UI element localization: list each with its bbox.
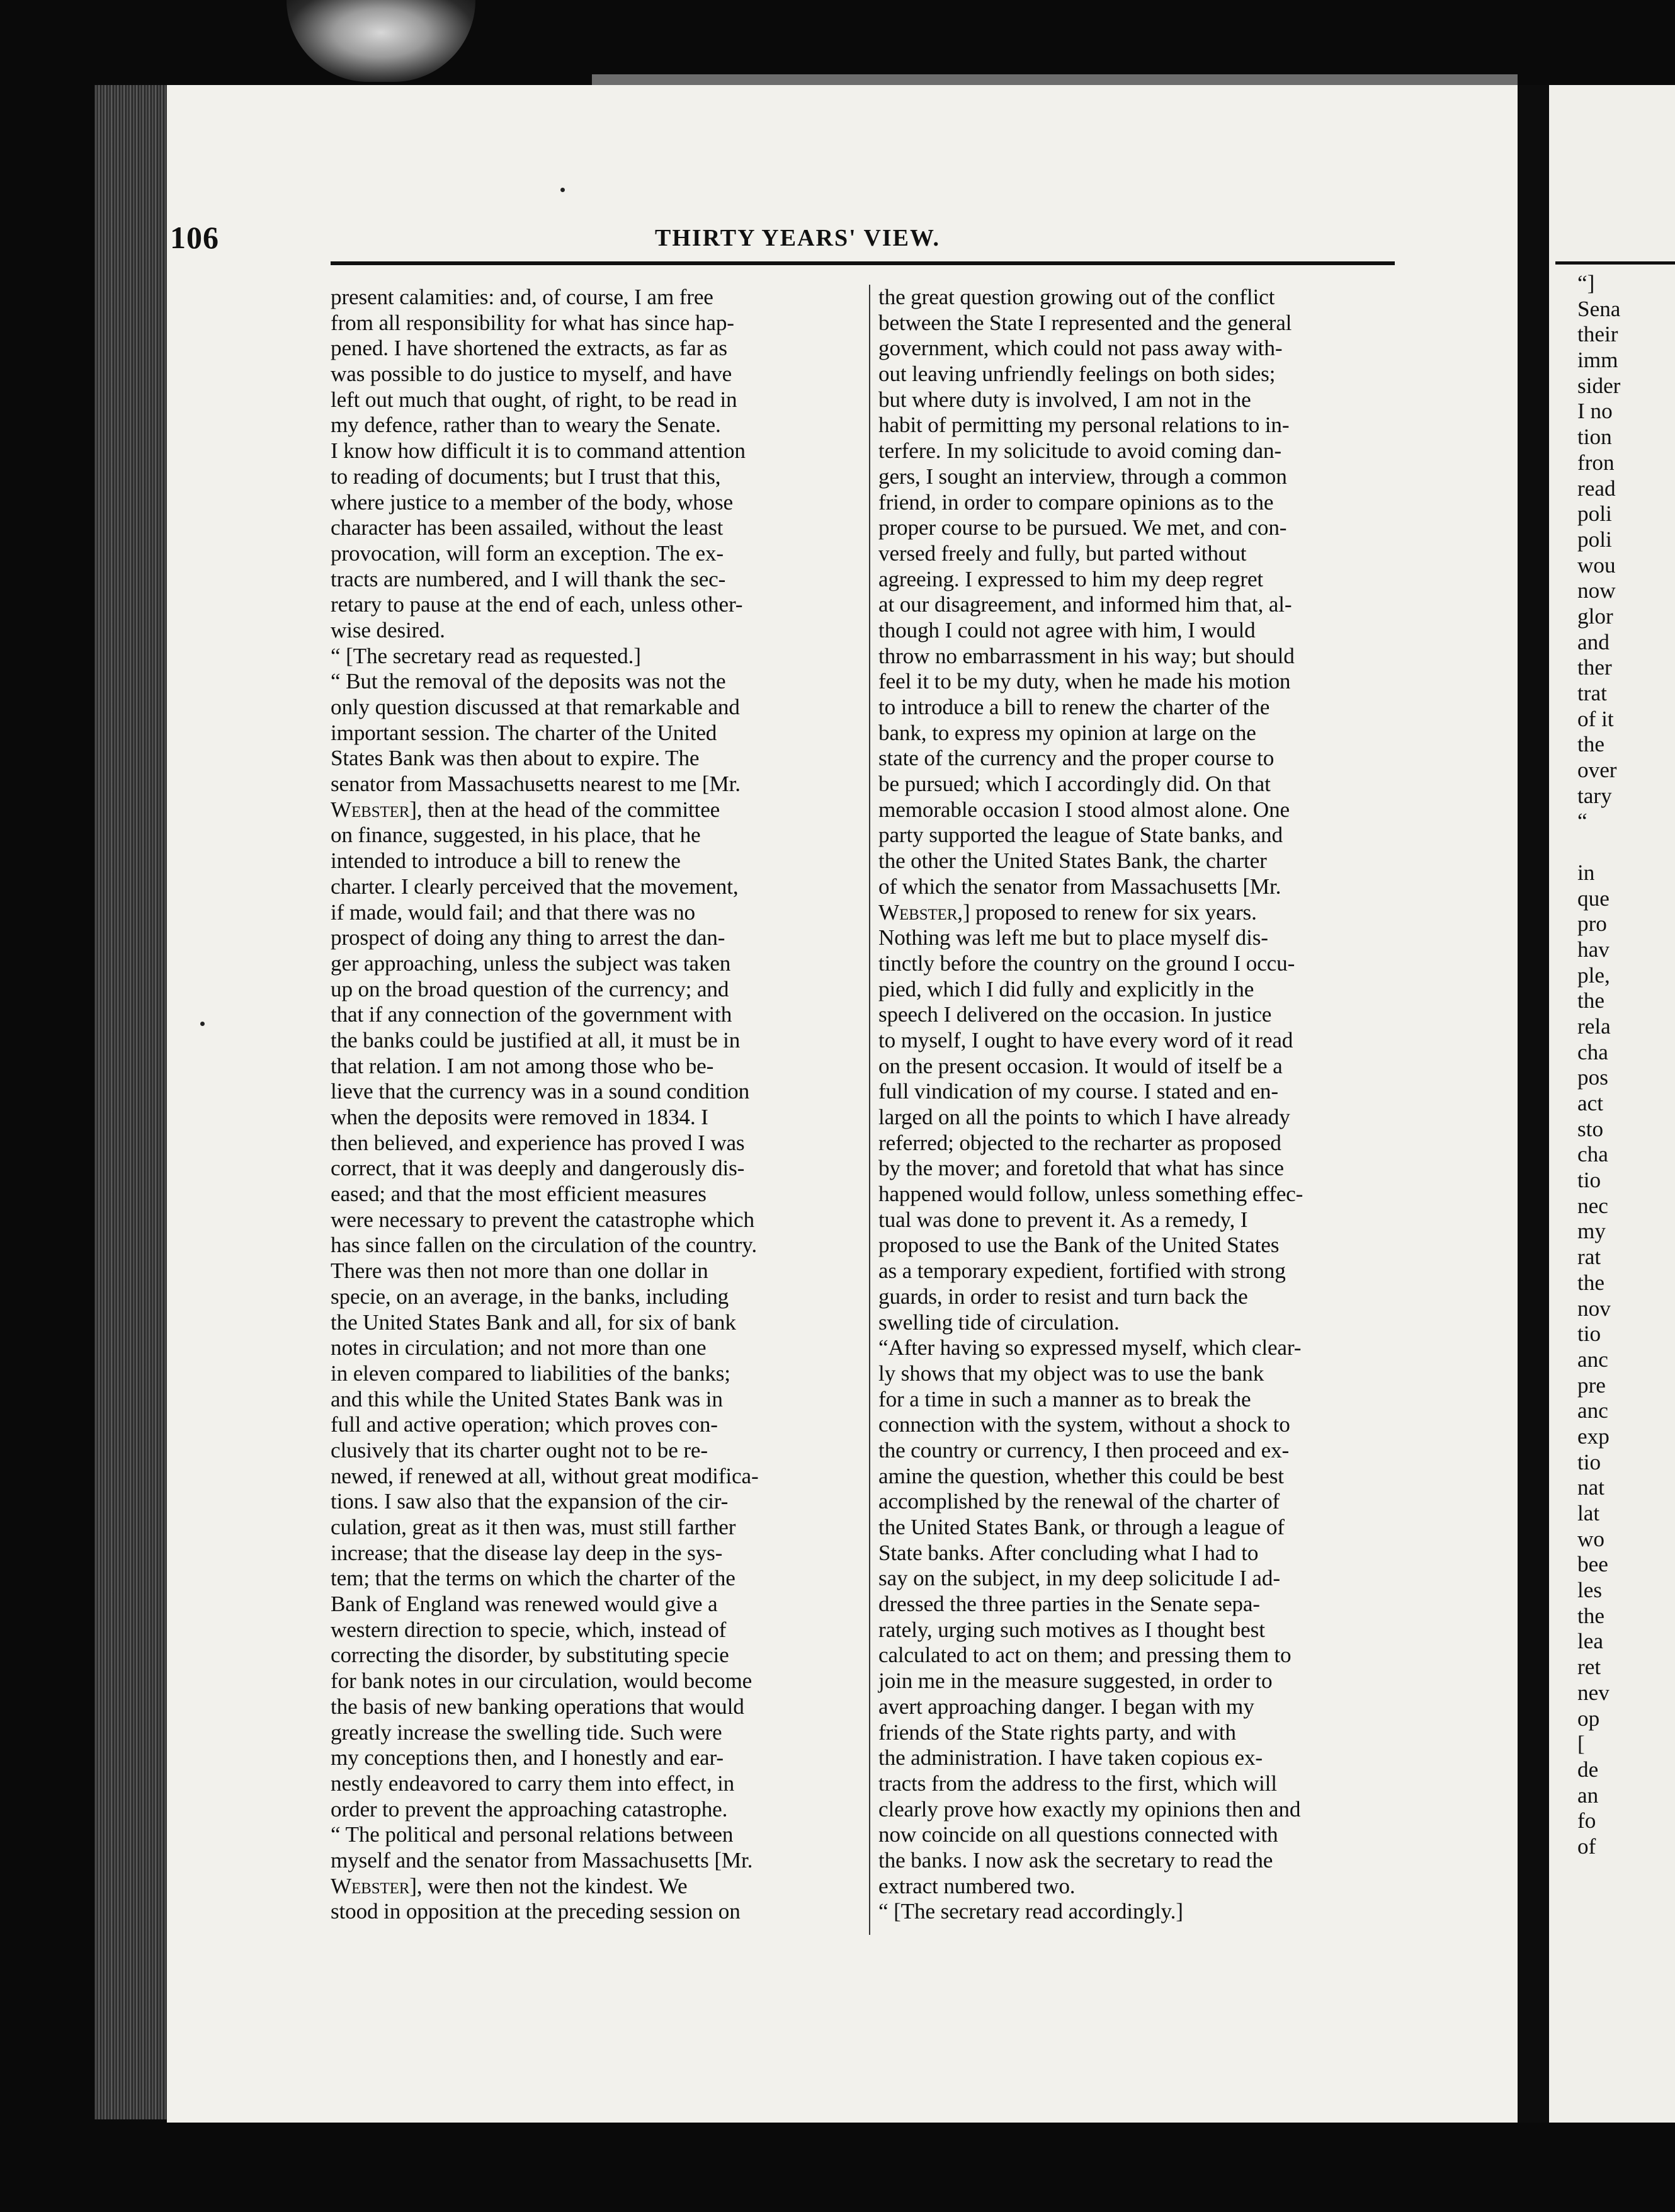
text-line: from all responsibility for what has since hap- <box>331 310 734 335</box>
text-line: tual was done to prevent it. As a remedy, I <box>878 1207 1248 1232</box>
text-line: the basis of new banking operations that would <box>331 1694 744 1719</box>
text-line: the administration. I have taken copious ex- <box>878 1745 1263 1770</box>
text-line: in eleven compared to liabilities of the banks; <box>331 1360 730 1386</box>
text-line <box>331 1874 878 1900</box>
text-segment: ], were then not the kindest. We <box>409 1873 688 1898</box>
text-line: feel it to be my duty, when he made his motion <box>878 669 1291 694</box>
text-line: calculated to act on them; and pressing them to <box>878 1643 1292 1668</box>
adjacent-page-fragment: in <box>1577 860 1595 885</box>
adjacent-page-fragment: now <box>1577 578 1616 603</box>
text-line: full vindication of my course. I stated and en- <box>878 1079 1278 1104</box>
text-line: was possible to do justice to myself, and have <box>331 362 732 387</box>
text-line: lieve that the currency was in a sound condition <box>331 1079 750 1104</box>
text-line: agreeing. I expressed to him my deep regret <box>878 566 1264 591</box>
text-line: by the mover; and foretold that what has since <box>878 1156 1284 1181</box>
adjacent-page-fragment: tary <box>1577 783 1612 808</box>
text-line: newed, if renewed at all, without great modifica- <box>331 1463 759 1488</box>
adjacent-page-fragment: op <box>1577 1706 1600 1731</box>
text-line: I know how difficult it is to command attention <box>331 438 746 464</box>
text-line: tions. I saw also that the expansion of the cir- <box>331 1489 729 1514</box>
text-line: bank, to express my opinion at large on the <box>878 720 1256 745</box>
adjacent-page-fragment: and <box>1577 629 1610 654</box>
adjacent-page-fragment: rela <box>1577 1013 1611 1039</box>
text-line: if made, would fail; and that there was no <box>331 899 696 925</box>
adjacent-page-fragment: nec <box>1577 1193 1608 1218</box>
text-line: memorable occasion I stood almost alone. One <box>878 797 1290 822</box>
adjacent-page-fragment: fron <box>1577 450 1615 475</box>
text-line <box>878 900 1426 926</box>
text-line: tracts from the address to the first, which will <box>878 1770 1277 1796</box>
text-line: the country or currency, I then proceed and ex- <box>878 1437 1290 1462</box>
text-line: terfere. In my solicitude to avoid coming dan- <box>878 438 1281 464</box>
text-line: western direction to specie, which, instead of <box>331 1617 727 1642</box>
text-line: be pursued; which I accordingly did. On that <box>878 772 1271 797</box>
text-line: “After having so expressed myself, which clear- <box>878 1335 1302 1360</box>
adjacent-page-fragment: tio <box>1577 1449 1601 1474</box>
text-line: amine the question, whether this could be best <box>878 1463 1284 1488</box>
text-line: intended to introduce a bill to renew the <box>331 848 681 874</box>
text-line: on finance, suggested, in his place, that he <box>331 823 701 848</box>
adjacent-page-fragment: over <box>1577 758 1617 783</box>
text-line: habit of permitting my personal relations to in- <box>878 413 1290 438</box>
text-line: my defence, rather than to weary the Senate. <box>331 413 721 438</box>
text-line: though I could not agree with him, I would <box>878 617 1256 642</box>
adjacent-page-rule <box>1555 261 1675 265</box>
adjacent-page-fragment: of it <box>1577 706 1614 731</box>
left-text-column <box>331 285 878 1925</box>
text-line: rately, urging such motives as I thought best <box>878 1617 1265 1642</box>
text-line: were necessary to prevent the catastrophe which <box>331 1207 754 1232</box>
text-line: out leaving unfriendly feelings on both sides; <box>878 362 1276 387</box>
adjacent-page-fragment: the <box>1577 732 1604 757</box>
adjacent-page-fragment: nev <box>1577 1680 1610 1705</box>
adjacent-page-fragment: wou <box>1577 552 1616 578</box>
adjacent-page-fragment: rat <box>1577 1245 1601 1270</box>
text-line: where justice to a member of the body, whose <box>331 489 733 515</box>
text-line: the banks. I now ask the secretary to read the <box>878 1847 1273 1873</box>
adjacent-page-fragment: glor <box>1577 603 1613 629</box>
adjacent-page-fragment: wo <box>1577 1526 1605 1551</box>
text-line: Bank of England was renewed would give a <box>331 1592 718 1617</box>
adjacent-page-fragment: the <box>1577 1270 1604 1295</box>
adjacent-page-fragment: the <box>1577 1603 1604 1628</box>
text-line: say on the subject, in my deep solicitude I ad- <box>878 1566 1280 1591</box>
text-line: culation, great as it then was, must still farther <box>331 1515 736 1539</box>
adjacent-page-fragment: I no <box>1577 399 1613 424</box>
text-line: then believed, and experience has proved I was <box>331 1130 745 1155</box>
text-line: clearly prove how exactly my opinions then and <box>878 1796 1301 1821</box>
text-line: state of the currency and the proper course to <box>878 746 1275 771</box>
adjacent-page-fragment: imm <box>1577 348 1618 373</box>
small-caps-name: Webster <box>331 797 410 822</box>
text-line: provocation, will form an exception. The ex- <box>331 540 724 566</box>
text-line: prospect of doing any thing to arrest the dan- <box>331 925 725 950</box>
text-line: only question discussed at that remarkable and <box>331 695 740 719</box>
text-line: tracts are numbered, and I will thank the sec- <box>331 566 726 591</box>
adjacent-page-fragment: sider <box>1577 373 1621 398</box>
text-line: “ The political and personal relations between <box>331 1822 734 1847</box>
text-line: gers, I sought an interview, through a common <box>878 464 1287 489</box>
text-line <box>331 797 878 823</box>
adjacent-page-fragment <box>1577 835 1620 860</box>
text-line: State banks. After concluding what I had to <box>878 1540 1259 1565</box>
adjacent-page-fragment: pro <box>1577 911 1607 937</box>
text-line: my conceptions then, and I honestly and ear- <box>331 1745 724 1770</box>
book-gutter <box>1518 85 1549 2123</box>
adjacent-page-fragment: tio <box>1577 1168 1601 1193</box>
text-line: government, which could not pass away with- <box>878 336 1283 361</box>
adjacent-page-fragment: [ <box>1577 1731 1585 1757</box>
text-line: larged on all the points to which I have already <box>878 1105 1290 1129</box>
text-line: important session. The charter of the United <box>331 720 717 745</box>
adjacent-page-fragment: poli <box>1577 527 1612 552</box>
text-line: of which the senator from Massachusetts [Mr. <box>878 874 1281 899</box>
text-line: join me in the measure suggested, in order to <box>878 1668 1273 1694</box>
text-line: connection with the system, without a shock to <box>878 1412 1290 1437</box>
text-line: retary to pause at the end of each, unless other- <box>331 592 743 617</box>
book-page-edges <box>94 85 167 2119</box>
text-line: “ [The secretary read as requested.] <box>331 643 641 668</box>
text-line: senator from Massachusetts nearest to me [Mr. <box>331 772 741 797</box>
header-rule <box>331 261 1395 265</box>
text-line: when the deposits were removed in 1834. I <box>331 1105 708 1129</box>
text-line: to reading of documents; but I trust that this, <box>331 464 721 489</box>
text-line: friends of the State rights party, and with <box>878 1719 1236 1745</box>
text-line: has since fallen on the circulation of the country. <box>331 1233 757 1258</box>
text-line: Nothing was left me but to place myself dis- <box>878 925 1268 950</box>
adjacent-page-fragment: de <box>1577 1757 1599 1782</box>
text-line: tinctly before the country on the ground I occu- <box>878 950 1295 976</box>
text-line: increase; that the disease lay deep in the sys- <box>331 1540 723 1565</box>
adjacent-page-text <box>1577 271 1620 1860</box>
text-line: pied, which I did fully and explicitly in the <box>878 976 1254 1001</box>
text-line: greatly increase the swelling tide. Such were <box>331 1719 722 1745</box>
text-line: proper course to be pursued. We met, and con- <box>878 515 1287 540</box>
text-line: “ But the removal of the deposits was not the <box>331 669 726 694</box>
text-line: dressed the three parties in the Senate sepa- <box>878 1592 1260 1617</box>
text-line: character has been assailed, without the least <box>331 515 724 540</box>
text-line: the other the United States Bank, the charter <box>878 848 1267 874</box>
text-line: ger approaching, unless the subject was taken <box>331 950 731 976</box>
adjacent-page-fragment: nat <box>1577 1475 1604 1500</box>
text-line: the great question growing out of the conflict <box>878 285 1275 309</box>
text-line: eased; and that the most efficient measures <box>331 1182 707 1207</box>
text-line: the United States Bank, or through a league of <box>878 1515 1285 1539</box>
adjacent-page-fragment: tion <box>1577 425 1612 450</box>
text-line: charter. I clearly perceived that the movement, <box>331 874 739 899</box>
small-caps-name: Webster <box>331 1873 410 1898</box>
text-line: as a temporary expedient, fortified with strong <box>878 1258 1286 1284</box>
text-line: extract numbered two. <box>878 1873 1076 1898</box>
adjacent-page-fragment: ret <box>1577 1655 1601 1680</box>
text-line: order to prevent the approaching catastrophe. <box>331 1796 728 1821</box>
text-line: There was then not more than one dollar in <box>331 1258 708 1284</box>
adjacent-page-fragment: “] <box>1577 271 1595 295</box>
text-line: that relation. I am not among those who be- <box>331 1053 714 1078</box>
text-line: left out much that ought, of right, to be read in <box>331 387 737 412</box>
text-line: the United States Bank and all, for six of bank <box>331 1309 736 1335</box>
adjacent-page-fragment: the <box>1577 988 1604 1013</box>
text-line: accomplished by the renewal of the charter of <box>878 1489 1280 1514</box>
text-line: speech I delivered on the occasion. In justice <box>878 1002 1272 1027</box>
text-line: swelling tide of circulation. <box>878 1309 1120 1335</box>
text-line: full and active operation; which proves con- <box>331 1412 718 1437</box>
adjacent-page-fragment: anc <box>1577 1398 1608 1423</box>
text-line: that if any connection of the government with <box>331 1002 732 1027</box>
right-text-column <box>878 285 1426 1925</box>
text-line: to introduce a bill to renew the charter of the <box>878 695 1270 719</box>
text-line: correcting the disorder, by substituting specie <box>331 1643 729 1668</box>
text-line: referred; objected to the recharter as proposed <box>878 1130 1281 1155</box>
text-line: nestly endeavored to carry them into effect, in <box>331 1770 735 1796</box>
adjacent-page-fragment: my <box>1577 1219 1606 1244</box>
text-line: up on the broad question of the currency; and <box>331 976 729 1001</box>
adjacent-page-fragment: les <box>1577 1578 1603 1603</box>
adjacent-page-fragment: lea <box>1577 1629 1604 1654</box>
small-caps-name: Webster <box>878 899 958 925</box>
text-line: for bank notes in our circulation, would become <box>331 1668 752 1694</box>
text-line: ly shows that my object was to use the bank <box>878 1360 1264 1386</box>
text-line: proposed to use the Bank of the United States <box>878 1233 1280 1258</box>
ink-speck <box>560 188 565 192</box>
text-line: but where duty is involved, I am not in the <box>878 387 1251 412</box>
adjacent-page-fragment: poli <box>1577 501 1612 527</box>
adjacent-page-fragment: act <box>1577 1091 1604 1115</box>
adjacent-page-fragment: bee <box>1577 1552 1608 1577</box>
adjacent-page-fragment: exp <box>1577 1423 1610 1449</box>
adjacent-page-fragment: of <box>1577 1833 1596 1859</box>
text-line: States Bank was then about to expire. The <box>331 746 700 771</box>
adjacent-page-fragment: sto <box>1577 1116 1604 1141</box>
text-line: party supported the league of State banks, and <box>878 823 1283 848</box>
text-line: stood in opposition at the preceding session on <box>331 1899 741 1924</box>
page-number: 106 <box>170 220 219 255</box>
text-line: friend, in order to compare opinions as to the <box>878 489 1274 515</box>
text-line: specie, on an average, in the banks, including <box>331 1284 729 1309</box>
text-line: the banks could be justified at all, it must be in <box>331 1027 741 1052</box>
text-line: clusively that its charter ought not to be re- <box>331 1437 708 1462</box>
ink-speck <box>200 1022 205 1026</box>
text-line: myself and the senator from Massachusetts [Mr. <box>331 1847 753 1873</box>
text-line: now coincide on all questions connected with <box>878 1822 1278 1847</box>
adjacent-page-fragment: trat <box>1577 681 1607 705</box>
adjacent-page-fragment: read <box>1577 476 1616 501</box>
adjacent-page-fragment: ple, <box>1577 962 1610 988</box>
text-segment: ,] proposed to renew for six years. <box>957 899 1257 925</box>
text-line: notes in circulation; and not more than one <box>331 1335 707 1360</box>
adjacent-page-fragment: Sena <box>1577 296 1621 321</box>
running-head: THIRTY YEARS' VIEW. <box>655 225 941 251</box>
text-line: happened would follow, unless something effec- <box>878 1182 1303 1207</box>
column-divider <box>869 285 870 1935</box>
text-line: guards, in order to resist and turn back the <box>878 1284 1248 1309</box>
text-line: and this while the United States Bank was in <box>331 1386 723 1411</box>
text-line: pened. I have shortened the extracts, as far as <box>331 336 727 361</box>
adjacent-page-fragment: “ <box>1577 809 1587 834</box>
text-line: between the State I represented and the general <box>878 310 1292 335</box>
text-line: versed freely and fully, but parted without <box>878 540 1247 566</box>
text-line: tem; that the terms on which the charter of the <box>331 1566 735 1591</box>
text-line: for a time in such a manner as to break the <box>878 1386 1251 1411</box>
adjacent-page-fragment: cha <box>1577 1142 1608 1167</box>
adjacent-page-fragment: an <box>1577 1782 1599 1808</box>
text-line: throw no embarrassment in his way; but should <box>878 643 1295 668</box>
adjacent-page-fragment: hav <box>1577 937 1610 962</box>
text-line: present calamities: and, of course, I am free <box>331 285 713 309</box>
text-segment: ], then at the head of the committee <box>409 797 720 822</box>
text-line: “ [The secretary read accordingly.] <box>878 1899 1183 1924</box>
adjacent-page-fragment: anc <box>1577 1347 1608 1372</box>
adjacent-page-fragment: pre <box>1577 1372 1606 1398</box>
text-line: correct, that it was deeply and dangerously dis- <box>331 1156 745 1181</box>
text-line: at our disagreement, and informed him that, al- <box>878 592 1292 617</box>
text-line: on the present occasion. It would of itself be a <box>878 1053 1283 1078</box>
text-line: to myself, I ought to have every word of it read <box>878 1027 1293 1052</box>
adjacent-page-fragment: lat <box>1577 1501 1600 1525</box>
adjacent-page-fragment: fo <box>1577 1808 1596 1833</box>
adjacent-page-fragment: pos <box>1577 1065 1608 1090</box>
adjacent-page-fragment: nov <box>1577 1296 1611 1321</box>
text-line: wise desired. <box>331 617 445 642</box>
adjacent-page-fragment: ther <box>1577 655 1612 680</box>
adjacent-page-fragment: cha <box>1577 1039 1608 1064</box>
text-line: avert approaching danger. I began with my <box>878 1694 1254 1719</box>
adjacent-page-fragment: que <box>1577 886 1610 911</box>
adjacent-page-fragment: their <box>1577 322 1618 347</box>
adjacent-page-fragment: tio <box>1577 1321 1601 1347</box>
